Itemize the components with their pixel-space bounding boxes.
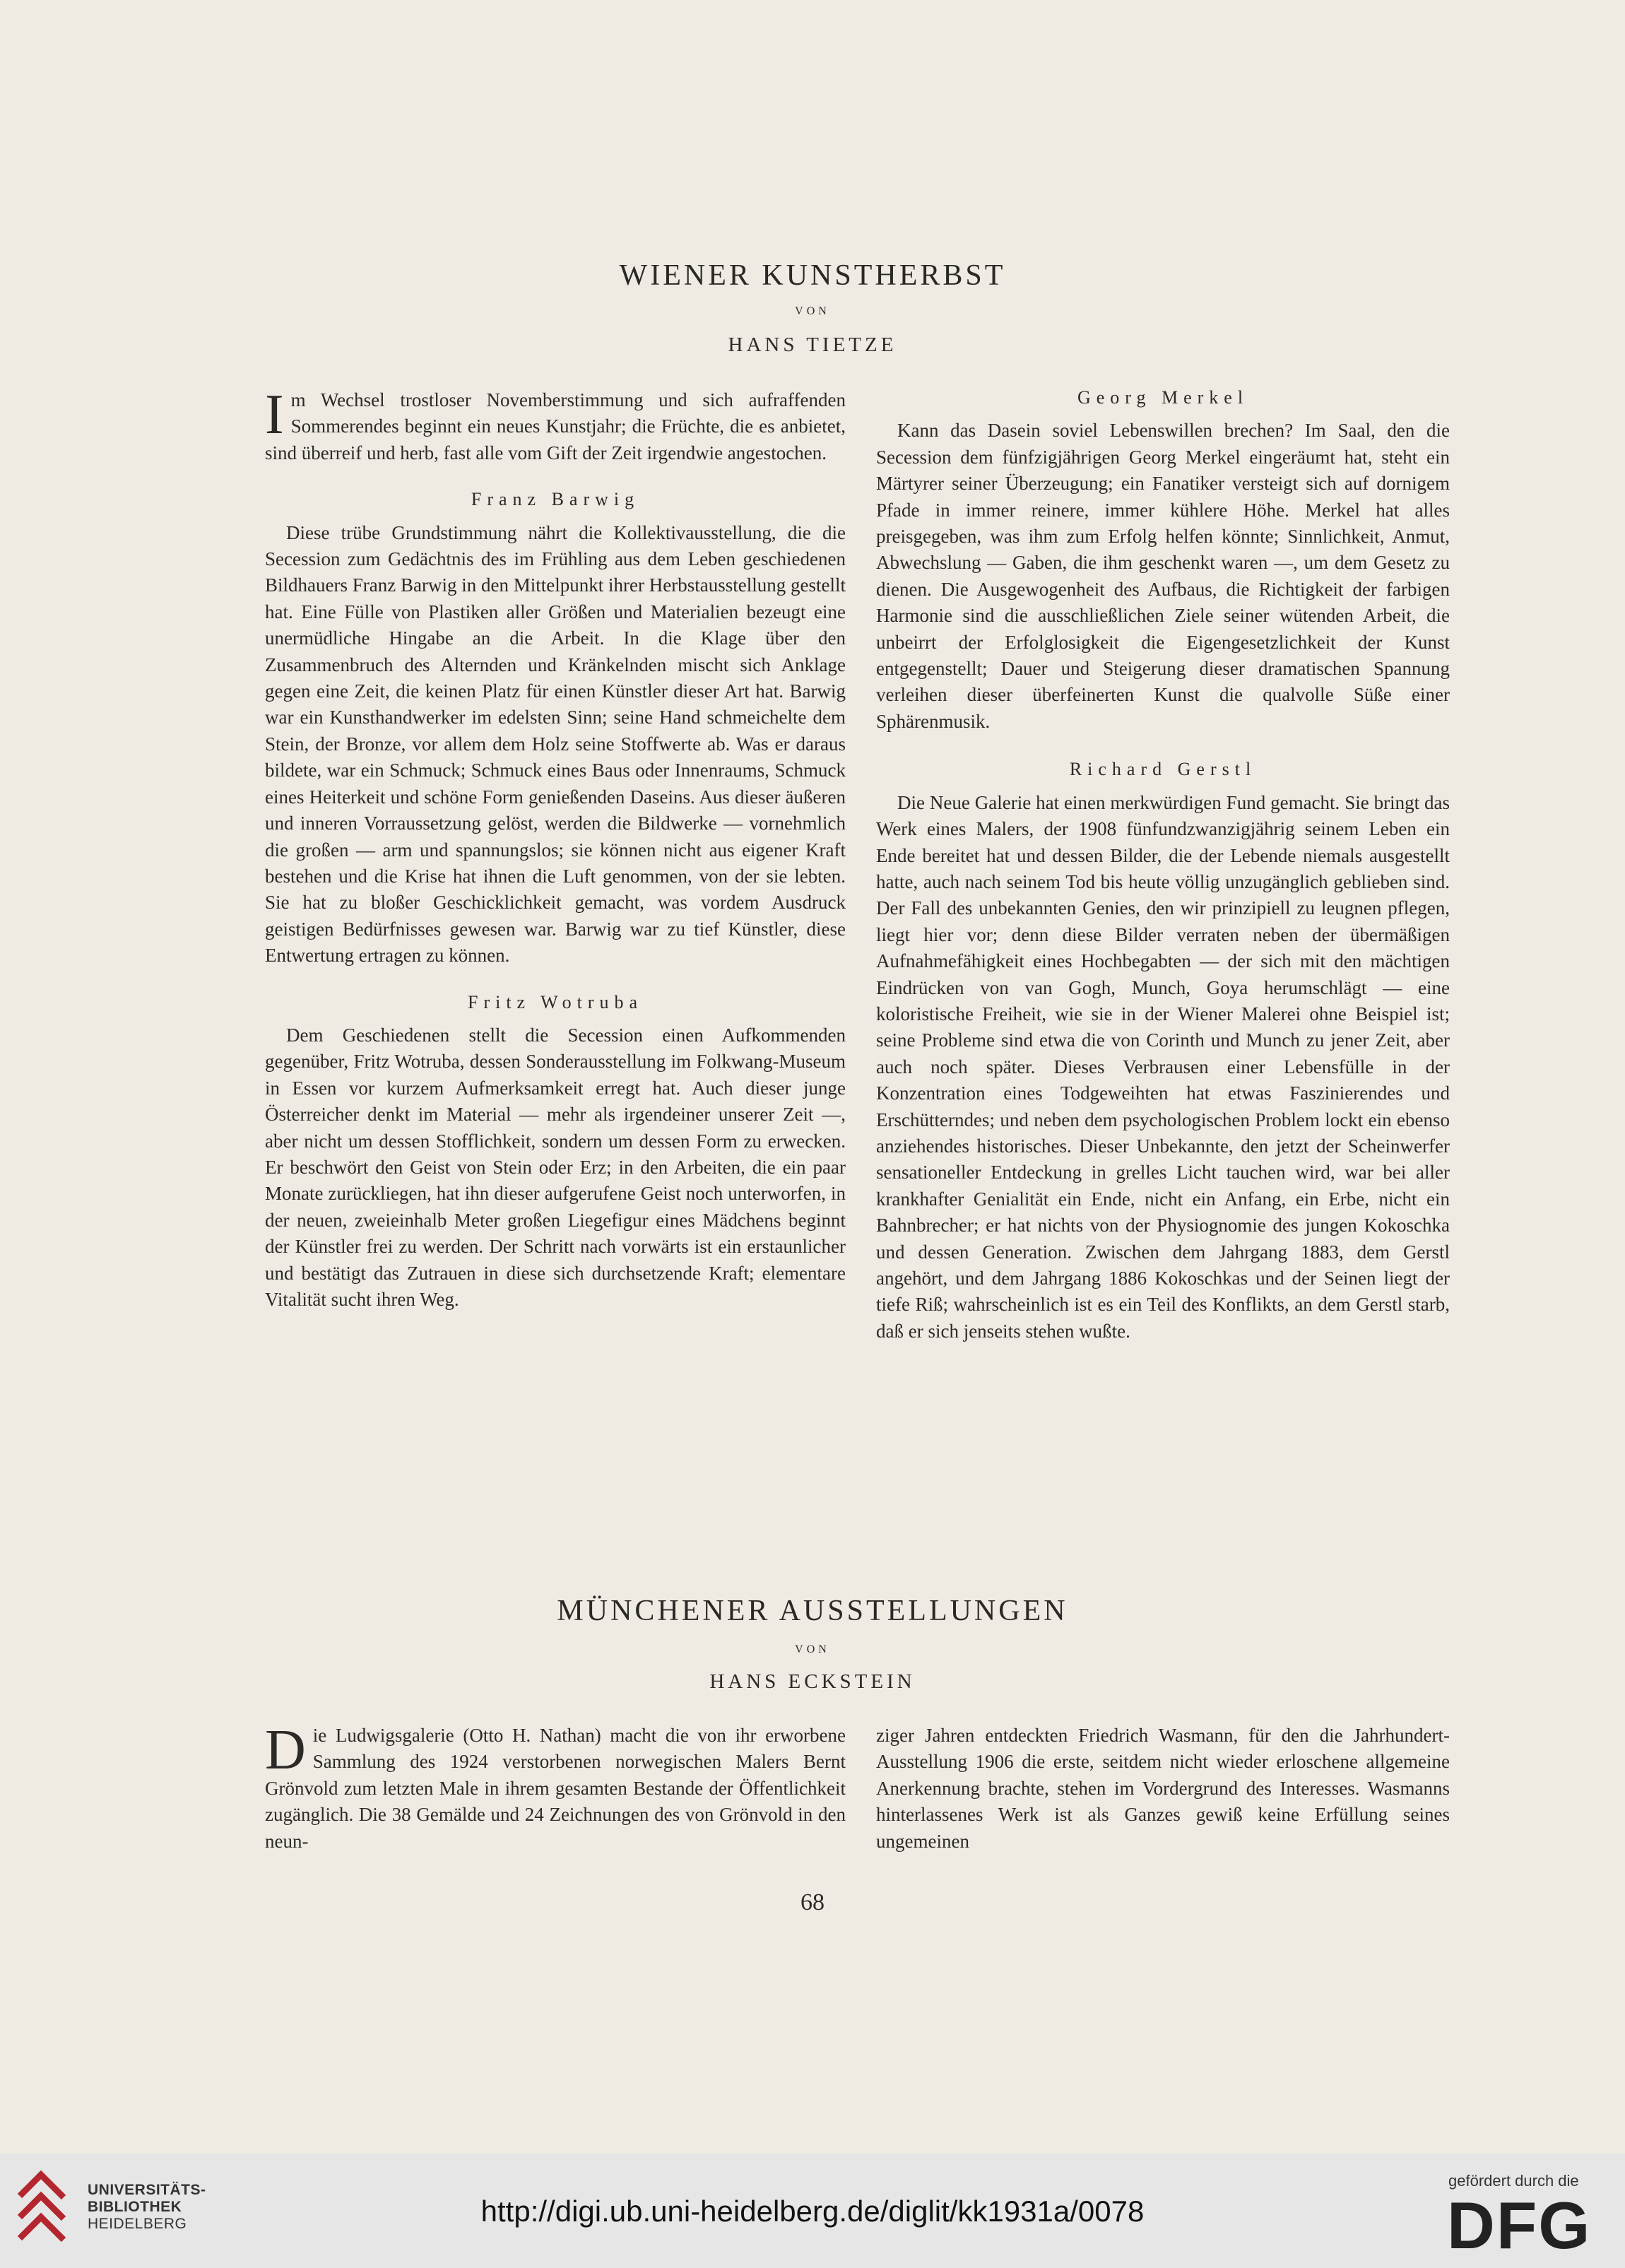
dropcap: I	[265, 384, 284, 446]
paragraph: ziger Jahren entdeckten Friedrich Wasmann, für den die Jahrhundert-Ausstellung 1906 die erste, seitdem nicht wieder erloschene allgemeine Anerkennung brachte, stehen im Vordergrund des Interesses. Wasmanns hinterlassenes Werk ist als Ganzes gewiß keine Erfüllung seines ungemeinen	[876, 1725, 1450, 1852]
source-url-link[interactable]: http://digi.ub.uni-heidelberg.de/diglit/kk1931a/0078	[480, 2195, 1145, 2228]
section-text: Kann das Dasein soviel Lebenswillen brechen? Im Saal, den die Secession dem fünfzigjährigen Georg Merkel eingeräumt hat, steht ein Märtyrer seiner Überzeugung; ein Fanatiker versteigt sich auf dornigem Pfade in immer reinere, immer kühlere Höhe. Merkel hat alles preisgegeben, was ihm zum Erfolg helfen könnte; Sinnlichkeit, Anmut, Abwechslung — Gaben, die ihm geschenkt waren —, um dem Gesetz zu dienen. Die Ausgewogenheit des Aufbaus, die Richtigkeit der farbigen Harmonie sind die ausschließlichen Ziele seiner wütenden Arbeit, die unbeirrt der Erfolglosigkeit die Eigengesetzlichkeit der Kunst entgegenstellt; Dauer und Steigerung dieser dramatischen Spannung verleihen dieser überfeinerten Kunst die qualvolle Süße einer Sphärenmusik.	[876, 420, 1450, 732]
section-text: Die Neue Galerie hat einen merkwürdigen Fund gemacht. Sie bringt das Werk eines Malers, der 1908 fünfundzwanzigjährig seinem Leben ein Ende bereitet hat und dessen Bilder, die der Lebende niemals ausgestellt hatte, auch nach seinem Tod bis heute völlig unzugänglich geblieben sind. Der Fall des unbekannten Genies, den wir prinzipiell zu leugnen pflegen, liegt hier vor; denn diese Bilder verraten neben der übermäßigen Aufnahmefähigkeit eines Hochbegabten — der sich mit den mächtigen Eindrücken von van Gogh, Munch, Goya herumschlägt — eine koloristische Freiheit, wie sie in der Wiener Malerei ohne Beispiel ist; seine Probleme sind etwa die von Corinth und Munch zu jener Zeit, aber auch noch später. Dieses Verbrausen einer Lebensfülle in der Konzentration eines Todgeweihten hat etwas Faszinierendes und Erschütterndes; und neben dem psychologischen Problem lockt ein ebenso anziehendes historisches. Dieser Unbekannte, den jetzt der Scheinwerfer sensationeller Entdeckung in grelles Licht tauchen wird, war bei aller krankhafter Genialität ein Ende, nicht ein Anfang, ein Erbe, nicht ein Bahnbrecher; er hat nichts von der Physiognomie des jungen Kokoschka und dessen Generation. Zwischen dem Jahrgang 1883, dem Gerstl angehört, und dem Jahrgang 1886 Kokoschkas und der Seinen liegt der tiefe Riß; wahrscheinlich ist es ein Teil des Konflikts, an dem Gerstl starb, daß er sich jenseits stehen wußte.	[876, 791, 1450, 1342]
left-column	[265, 1719, 846, 1855]
section-heading: Franz Barwig	[471, 489, 640, 510]
section-text: Dem Geschiedenen stellt die Secession einen Aufkommenden gegenüber, Fritz Wotruba, dessen Sonderausstellung im Folkwang-Museum in Essen vor kurzem Aufmerksamkeit erregt hat. Auch dieser junge Österreicher denkt im Material — mehr als irgendeiner unserer Zeit —, aber nicht um dessen Stofflichkeit, sondern um dessen Form zu erwecken. Er beschwört den Geist von Stein oder Erz; in den Arbeiten, die ein paar Monate zurückliegen, hat ihn dieser aufgerufene Geist noch unterworfen, in der neuen, zweieinhalb Meter großen Liegefigur eines Mädchens beginnt der Künstler frei zu werden. Der Schritt nach vorwärts ist ein erstaunlicher und bestätigt das Zutrauen in diese sich durchsetzende Kraft; elementare Vitalität sucht ihren Weg.	[265, 1024, 846, 1310]
funding-note: gefördert durch die	[1448, 2172, 1579, 2190]
footer-bar	[0, 2154, 1625, 2268]
left-column	[265, 384, 846, 1313]
right-column	[876, 384, 1450, 1345]
section-heading: Fritz Wotruba	[467, 991, 643, 1012]
dfg-logo: DFG	[1447, 2188, 1592, 2262]
article-von: VON	[795, 305, 830, 317]
article-title: MÜNCHENER AUSSTELLUNGEN	[557, 1595, 1068, 1627]
paragraph: Die Ludwigsgalerie (Otto H. Nathan) macht die von ihr erworbene Sammlung des 1924 verstorbenen norwegischen Malers Bernt Grönvold zum letzten Male in ihrem gesamten Bestande der Öffentlichkeit zugänglich. Die 38 Gemälde und 24 Zeichnungen des von Grönvold in den neun-	[265, 1719, 846, 1852]
article-author: HANS TIETZE	[728, 333, 897, 356]
page-number: 68	[800, 1889, 825, 1915]
section-heading: Georg Merkel	[1077, 387, 1249, 408]
section-heading: Richard Gerstl	[1069, 759, 1257, 780]
library-name: UNIVERSITÄTS- BIBLIOTHEK HEIDELBERG	[88, 2182, 206, 2232]
intro-paragraph: Im Wechsel trostloser Novemberstimmung und sich aufraffenden Sommerendes beginnt ein neues Kunstjahr; die Früchte, die es anbietet, sind überreif und herb, fast alle vom Gift der Zeit irgendwie angestochen.	[265, 384, 846, 463]
article-von: VON	[795, 1643, 830, 1655]
right-column	[876, 1723, 1450, 1855]
article-title: WIENER KUNSTHERBST	[619, 259, 1006, 292]
dropcap: D	[265, 1719, 306, 1781]
article-author: HANS ECKSTEIN	[709, 1670, 916, 1693]
section-text: Diese trübe Grundstimmung nährt die Kollektivausstellung, die die Secession zum Gedächtnis des im Frühling aus dem Leben geschiedenen Bildhauers Franz Barwig in den Mittelpunkt ihrer Herbstausstellung gestellt hat. Eine Fülle von Plastiken aller Größen und Materialien bezeugt eine unermüdliche Hingabe an die Arbeit. In die Klage über den Zusammenbruch des Alternden und Kränkelnden mischt sich Anklage gegen eine Zeit, die keinen Platz für einen Künstler dieser Art hat. Barwig war ein Kunsthandwerker im edelsten Sinn; seine Hand schmeichelte dem Stein, der Bronze, vor allem dem Holz seine Stoffwerte ab. Was er daraus bildete, war ein Schmuck; Schmuck eines Baus oder Innenraums, Schmuck eines Heiterkeit und schöne Form genießenden Daseins. Aus dieser äußeren und inneren Vorraussetzung gelöst, werden die Bildwerke — vornehmlich die großen — arm und spannungslos; sie können nicht aus eigener Kraft bestehen und die Krise hat ihnen die Luft genommen, von der sie lebten. Sie hat zu bloßer Geschicklichkeit gemacht, was vordem Ausdruck geistigen Bedürfnisses gewesen war. Barwig war zu tief Künstler, diese Entwertung ertragen zu können.	[265, 521, 846, 967]
